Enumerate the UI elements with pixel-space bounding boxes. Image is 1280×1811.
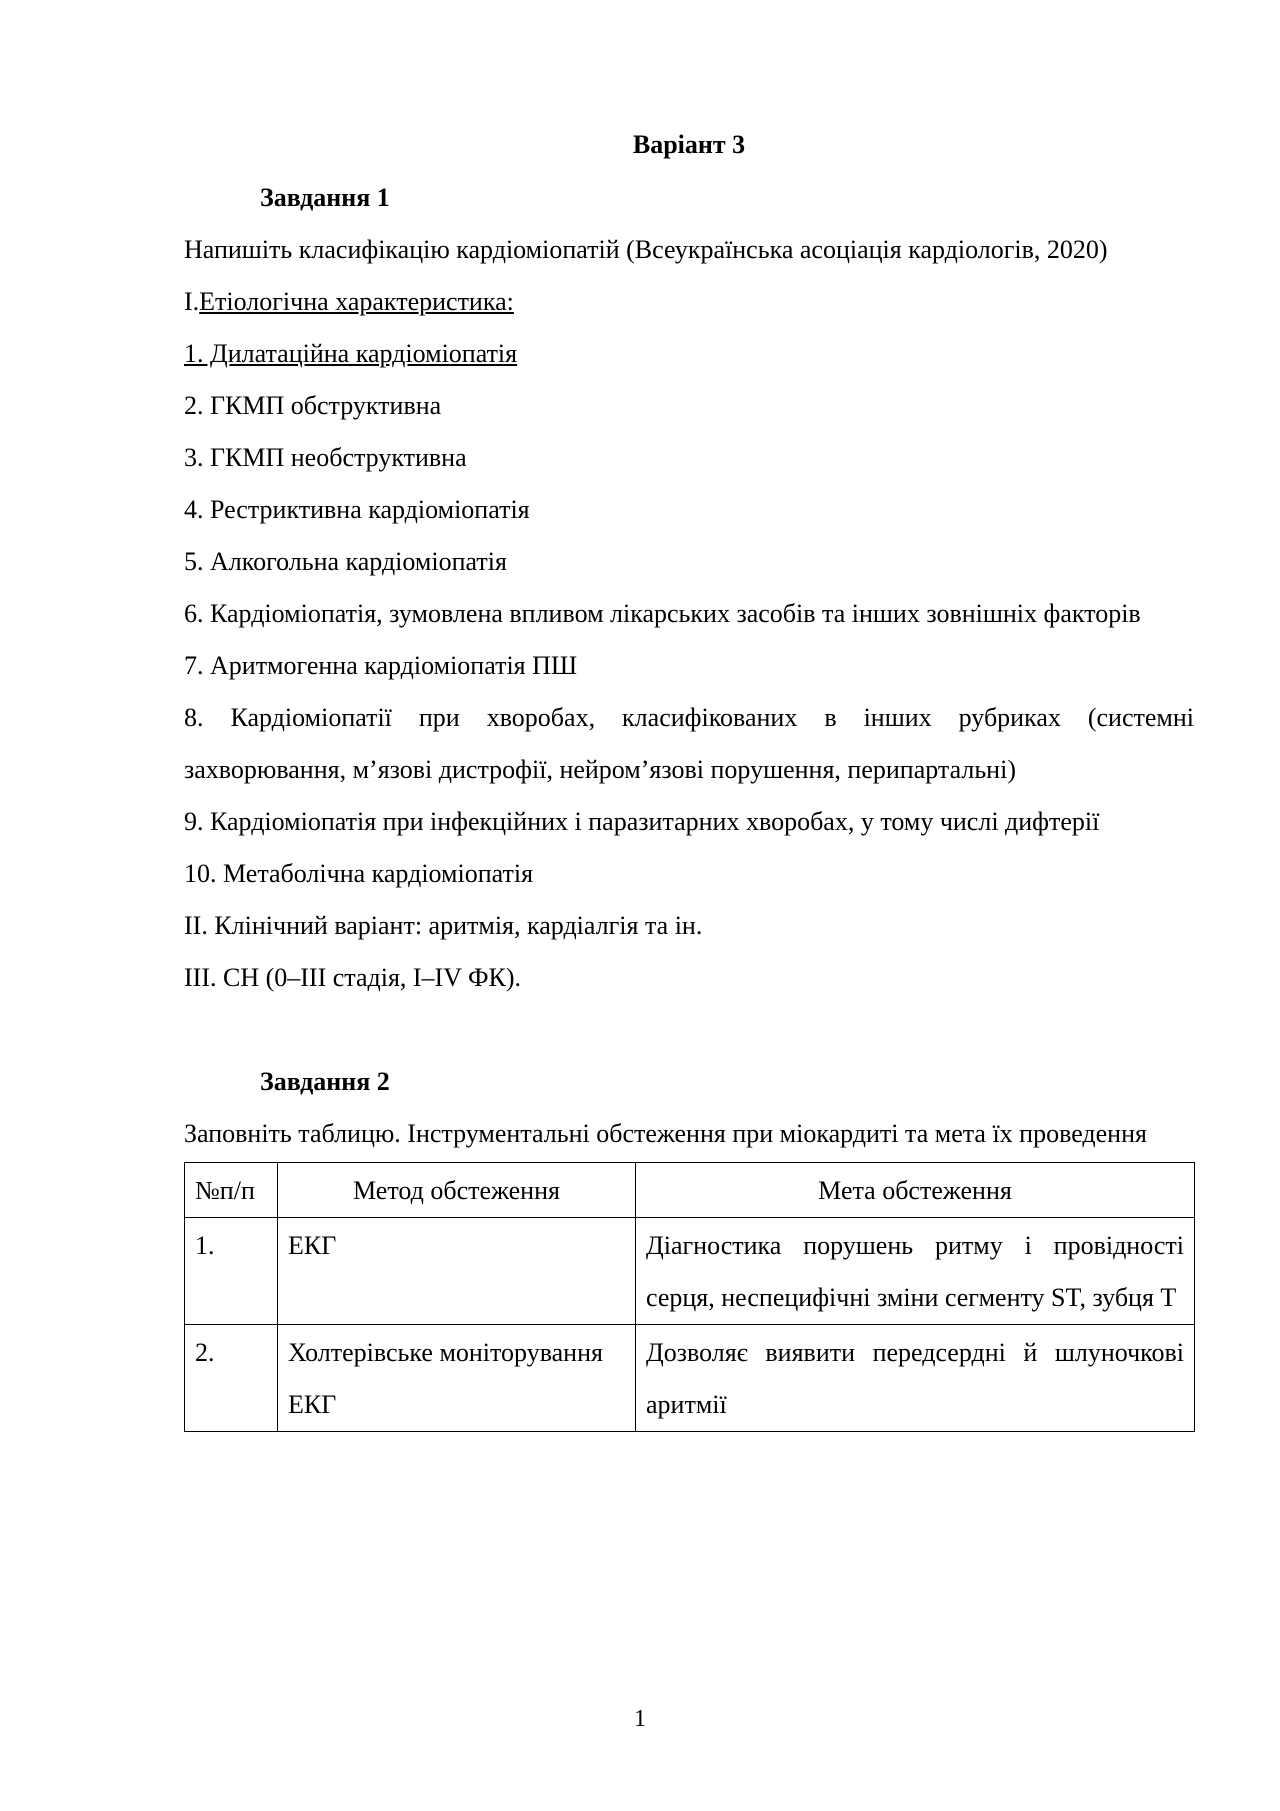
- list-item-9: 9. Кардіоміопатія при інфекційних і паразитарних хворобах, у тому числі дифтерії: [184, 807, 1100, 836]
- header-method: Метод обстеження: [278, 1163, 636, 1218]
- section2-line: II. Клінічний варіант: аритмія, кардіалгія та ін.: [184, 911, 703, 940]
- list-item-5: 5. Алкогольна кардіоміопатія: [184, 547, 507, 576]
- section1-label: Етіологічна характеристика:: [199, 287, 514, 316]
- section3-line: III. СН (0–III стадія, I–IV ФК).: [184, 963, 522, 992]
- task1-heading: Завдання 1: [260, 183, 390, 212]
- exam-table: [184, 1162, 1195, 1432]
- row2-method: Холтерівське моніторування ЕКГ: [278, 1325, 636, 1432]
- row1-number: 1.: [185, 1218, 278, 1325]
- section1-heading: [184, 276, 1194, 328]
- task2-heading: Завдання 2: [260, 1067, 390, 1096]
- page-content: [184, 120, 1194, 1432]
- row1-goal: Діагностика порушень ритму і провідності серця, неспецифічні зміни сегменту ST, зубця Т: [636, 1218, 1195, 1325]
- variant-title: Варіант 3: [632, 130, 746, 159]
- task1-prompt: Напишіть класифікацію кардіоміопатій (Всеукраїнська асоціація кардіологів, 2020): [184, 235, 1108, 264]
- page-number: 1: [634, 1706, 646, 1732]
- list-item-3: 3. ГКМП необструктивна: [184, 443, 467, 472]
- list-item-6: 6. Кардіоміопатія, зумовлена впливом лікарських засобів та інших зовнішніх факторів: [184, 599, 1141, 628]
- list-item-4: 4. Рестриктивна кардіоміопатія: [184, 495, 530, 524]
- table-header-row: [185, 1163, 1195, 1218]
- row2-goal: Дозволяє виявити передсердні й шлуночкові аритмії: [636, 1325, 1195, 1432]
- row1-method: ЕКГ: [278, 1218, 636, 1325]
- list-item-7: 7. Аритмогенна кардіоміопатія ПШ: [184, 651, 578, 680]
- task2-prompt: Заповніть таблицю. Інструментальні обстеження при міокардиті та мета їх проведення: [184, 1119, 1147, 1148]
- section1-prefix: I.: [184, 287, 200, 316]
- list-item-10: 10. Метаболічна кардіоміопатія: [184, 859, 534, 888]
- table-row: [185, 1218, 1195, 1325]
- list-item-8: 8. Кардіоміопатії при хворобах, класифікованих в інших рубриках (системні захворювання, м’язові дистрофії, нейром’язові порушення, перипартальні): [184, 703, 1194, 784]
- header-number: №п/п: [185, 1163, 278, 1218]
- spacer: [184, 1004, 1194, 1056]
- header-goal: Мета обстеження: [636, 1163, 1195, 1218]
- row2-number: 2.: [185, 1325, 278, 1432]
- list-item-1: 1. Дилатаційна кардіоміопатія: [184, 339, 518, 368]
- list-item-2: 2. ГКМП обструктивна: [184, 391, 442, 420]
- table-row: [185, 1325, 1195, 1432]
